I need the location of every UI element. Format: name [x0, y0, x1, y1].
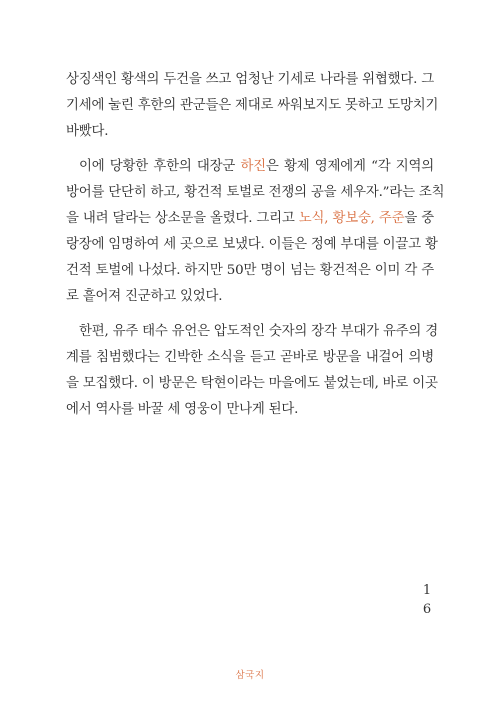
- page-number-digit: 6: [422, 602, 432, 617]
- text-line: 기세에 눌린 후한의 관군들은 제대로 싸워보지도 못하고 도망치기: [66, 98, 439, 113]
- text-segment: 은 황제 영제에게 “각 지역의: [265, 159, 434, 174]
- text-line: 한편, 유주 태수 유언은 압도적인 숫자의 장각 부대가 유주의 경: [79, 324, 438, 339]
- highlighted-name: 하진: [240, 159, 266, 174]
- body-text: [66, 67, 445, 423]
- text-line: [66, 154, 434, 180]
- text-line: 에서 역사를 바꿀 세 영웅이 만나게 된다.: [66, 402, 299, 417]
- text-line: [66, 206, 434, 232]
- running-footer-book-title: 삼국지: [235, 670, 265, 681]
- text-segment: 을 내려 달라는 상소문을 올렸다. 그리고: [66, 211, 299, 226]
- text-line: 바빴다.: [66, 124, 109, 139]
- paragraph-2: [66, 154, 445, 310]
- text-segment: 이에 당황한 후한의 대장군: [79, 159, 241, 174]
- text-line: 상징색인 황색의 두건을 쓰고 엄청난 기세로 나라를 위협했다. 그: [66, 72, 434, 87]
- page-number: [421, 581, 433, 619]
- paragraph-3: [66, 319, 438, 423]
- text-line: 건적 토벌에 나섰다. 하지만 50만 명이 넘는 황건적은 이미 각 주: [66, 263, 434, 278]
- text-line: 을 모집했다. 이 방문은 탁현이라는 마을에도 붙었는데, 바로 이곳: [66, 376, 438, 391]
- text-line: 랑장에 임명하여 세 곳으로 보냈다. 이들은 정예 부대를 이끌고 황: [66, 237, 438, 252]
- page-number-digit: 1: [422, 583, 432, 598]
- text-line: 로 흩어져 진군하고 있었다.: [66, 289, 223, 304]
- text-segment: 을 중: [404, 211, 434, 226]
- highlighted-names: 노식, 황보숭, 주준: [298, 211, 405, 226]
- text-line: 방어를 단단히 하고, 황건적 토벌로 전쟁의 공을 세우자.”라는 조칙: [66, 185, 445, 200]
- paragraph-1: [66, 67, 439, 145]
- text-line: 계를 침범했다는 긴박한 소식을 듣고 곧바로 방문을 내걸어 의병: [66, 350, 434, 365]
